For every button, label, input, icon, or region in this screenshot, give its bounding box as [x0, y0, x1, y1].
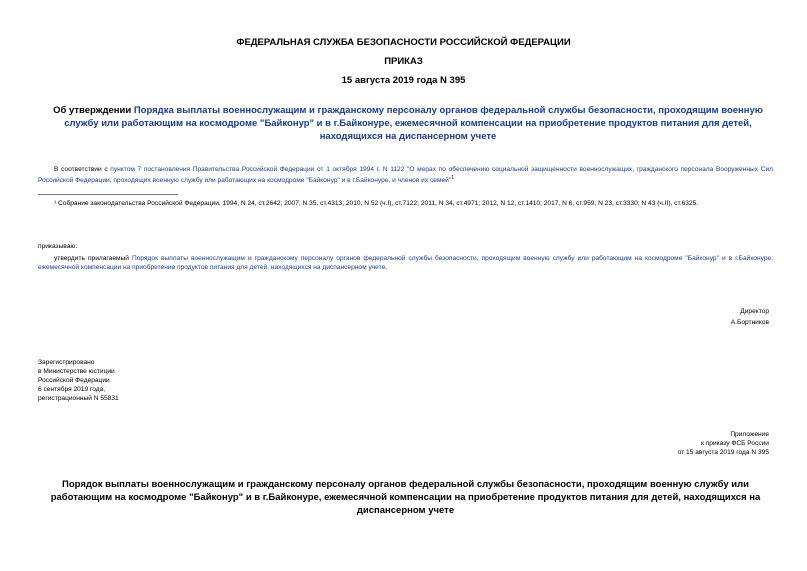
approve-suffix: . — [385, 264, 388, 271]
footnote-text: Собрание законодательства Российской Федерации, 1994, N 24, ст.2642; 2007, N 35, ст.4313; 2010, N 52 (ч.I), ст.7122; 2011, N 34, ст.4971; 2012, N 12, ст.1410; 2017, N 6, ст.959; N 23, ст.3330; N 43 (ч.II), ст.6325. — [58, 200, 699, 207]
footnote-divider — [38, 194, 178, 195]
basis-prefix: В соответствии с — [54, 166, 111, 173]
basis-link[interactable]: пунктом 7 постановления Правительства Российской Федерации от 1 октября 1994 г. N 1122 "О мерах по обеспечению социальной защищенности военнослужащих, гражданского персонала Вооруженных Сил Российской Федерации, проходящих военную службу или работающих на космодроме "Байконур" и в г.Байконуре, и членов их семей" — [38, 166, 774, 185]
doc-type-heading: ПРИКАЗ — [384, 56, 423, 67]
footnote-marker: ¹ — [54, 200, 57, 207]
registration-block — [38, 358, 119, 403]
order-title-prefix: Об утверждении — [53, 105, 134, 116]
appendix-line: Приложение — [730, 431, 769, 438]
procedure-title: Порядок выплаты военнослужащим и гражданскому персоналу органов федеральной службы безопасности, проходящим военную службу или работающим на космодроме "Байконур" и в г.Байконуре, ежемесячной компенсации на приобретение продуктов питания для детей, находящихся на диспансерном учете — [50, 479, 761, 516]
appendix-line: к приказу ФСБ России — [700, 440, 769, 447]
basis-paragraph — [38, 165, 773, 185]
date-number-heading: 15 августа 2019 года N 395 — [341, 75, 466, 86]
registration-line: 6 сентября 2019 года, — [38, 386, 106, 393]
signature-position: Директор — [740, 308, 769, 315]
signature-name: А.Бортников — [730, 319, 769, 326]
appendix-block — [678, 430, 769, 457]
footnote-ref[interactable]: 1 — [451, 175, 454, 181]
registration-line: регистрационный N 55831 — [38, 395, 119, 402]
approve-link[interactable]: Порядок выплаты военнослужащим и гражданскому персоналу органов федеральной службы безопасности, проходящим военную службу или работающим на космодроме "Байконур" и в г.Байконуре, ежемесячной компенсации на приобретение продуктов питания для детей, находящихся на диспансерном учете — [38, 255, 773, 271]
order-word: приказываю: — [38, 243, 78, 250]
approve-prefix: утвердить прилагаемый — [54, 255, 132, 262]
registration-line: Зарегистрировано — [38, 359, 95, 366]
order-title — [38, 104, 778, 143]
footnote — [54, 199, 774, 208]
agency-heading: ФЕДЕРАЛЬНАЯ СЛУЖБА БЕЗОПАСНОСТИ РОССИЙСКОЙ ФЕДЕРАЦИИ — [236, 37, 571, 48]
registration-line: в Министерстве юстиции — [38, 368, 115, 375]
order-title-link[interactable]: Порядка выплаты военнослужащим и гражданскому персоналу органов федеральной службы безопасности, проходящим военную службу или работающим на космодроме "Байконур" и в г.Байконуре, ежемесячной компенсации на приобретение продуктов питания для детей, находящихся на диспансерном учете — [64, 105, 763, 142]
registration-line: Российской Федерации — [38, 377, 110, 384]
appendix-line: от 15 августа 2019 года N 395 — [677, 449, 769, 456]
approve-paragraph — [38, 254, 773, 272]
